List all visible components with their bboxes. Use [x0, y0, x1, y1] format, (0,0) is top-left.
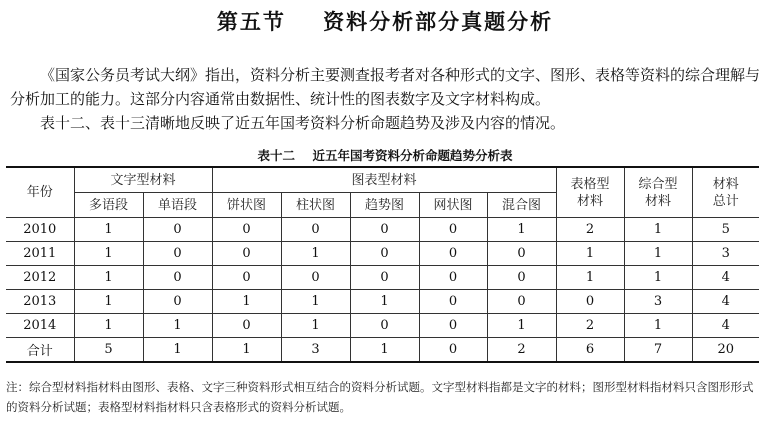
- header-bar-chart: 柱状图: [281, 193, 350, 218]
- table-cell: 0: [487, 242, 556, 266]
- table-cell: 4: [692, 290, 759, 314]
- table-cell: 1: [487, 218, 556, 242]
- table-row: [6, 242, 759, 266]
- table-cell: 2014: [6, 314, 74, 338]
- header-table-materials: 表格型材料: [556, 167, 624, 218]
- table-cell: 3: [692, 242, 759, 266]
- trend-analysis-table: [6, 166, 759, 363]
- table-cell: 1: [74, 242, 143, 266]
- table-cell: 1: [143, 338, 212, 363]
- table-caption: 表十二 近五年国考资料分析命题趋势分析表: [257, 148, 513, 163]
- table-cell: 0: [281, 218, 350, 242]
- table-row: [6, 218, 759, 242]
- header-year: 年份: [6, 167, 74, 218]
- table-cell: 0: [419, 242, 487, 266]
- table-cell: 2012: [6, 266, 74, 290]
- table-cell: 0: [350, 266, 419, 290]
- table-cell: 2011: [6, 242, 74, 266]
- table-cell: 1: [74, 314, 143, 338]
- table-cell: 1: [281, 242, 350, 266]
- intro-paragraph: 《国家公务员考试大纲》指出，资料分析主要测查报考者对各种形式的文字、图形、表格等资料的综合理解与分析加工的能力。这部分内容通常由数据性、统计性的图表数字及文字材料构成。: [10, 66, 761, 108]
- table-cell: 2010: [6, 218, 74, 242]
- table-cell: 1: [350, 338, 419, 363]
- table-cell: 4: [692, 314, 759, 338]
- table-cell: 0: [419, 314, 487, 338]
- table-cell: 0: [350, 314, 419, 338]
- table-cell: 1: [624, 266, 692, 290]
- table-cell: 4: [692, 266, 759, 290]
- table-cell: 0: [212, 218, 281, 242]
- header-mixed-chart: 混合图: [487, 193, 556, 218]
- table-cell: 合计: [6, 338, 74, 363]
- table-cell: 1: [624, 314, 692, 338]
- table-footnote: 注：综合型材料指材料由图形、表格、文字三种资料形式相互结合的资料分析试题。文字型材料指都是文字的材料；图形型材料指材料只含图形形式的资料分析试题；表格型材料指材料只含表格形式的资料分析试题。: [6, 380, 754, 414]
- header-multi-paragraph: 多语段: [74, 193, 143, 218]
- table-cell: 1: [350, 290, 419, 314]
- table-cell: 6: [556, 338, 624, 363]
- header-materials-total: 材料总计: [692, 167, 759, 218]
- table-cell: 1: [281, 290, 350, 314]
- table-row: [6, 290, 759, 314]
- table-cell: 2: [487, 338, 556, 363]
- table-cell: 2: [556, 314, 624, 338]
- table-cell: 7: [624, 338, 692, 363]
- header-combined-materials: 综合型材料: [624, 167, 692, 218]
- table-cell: 1: [212, 290, 281, 314]
- table-cell: 0: [212, 314, 281, 338]
- table-cell: 1: [74, 218, 143, 242]
- section-title: 第五节 资料分析部分真题分析: [216, 9, 554, 34]
- table-cell: 1: [212, 338, 281, 363]
- table-cell: 0: [350, 218, 419, 242]
- header-pie-chart: 饼状图: [212, 193, 281, 218]
- header-net-chart: 网状图: [419, 193, 487, 218]
- table-cell: 1: [74, 266, 143, 290]
- table-row: [6, 314, 759, 338]
- table-header-row-1: [6, 167, 759, 193]
- table-cell: 0: [419, 266, 487, 290]
- table-total-row: [6, 338, 759, 363]
- table-cell: 0: [556, 290, 624, 314]
- table-cell: 20: [692, 338, 759, 363]
- table-cell: 1: [624, 242, 692, 266]
- table-cell: 3: [281, 338, 350, 363]
- table-cell: 1: [556, 242, 624, 266]
- table-cell: 0: [487, 266, 556, 290]
- table-cell: 5: [692, 218, 759, 242]
- table-cell: 0: [281, 266, 350, 290]
- table-cell: 1: [624, 218, 692, 242]
- table-cell: 0: [487, 290, 556, 314]
- header-chart-materials: 图表型材料: [212, 167, 556, 193]
- table-cell: 3: [624, 290, 692, 314]
- table-cell: 2: [556, 218, 624, 242]
- table-cell: 1: [143, 314, 212, 338]
- table-cell: 2013: [6, 290, 74, 314]
- header-trend-chart: 趋势图: [350, 193, 419, 218]
- table-cell: 1: [556, 266, 624, 290]
- table-cell: 0: [212, 242, 281, 266]
- table-reference-paragraph: 表十二、表十三清晰地反映了近五年国考资料分析命题趋势及涉及内容的情况。: [40, 114, 566, 132]
- table-cell: 0: [143, 266, 212, 290]
- table-row: [6, 266, 759, 290]
- table-cell: 0: [212, 266, 281, 290]
- table-cell: 0: [419, 338, 487, 363]
- table-cell: 5: [74, 338, 143, 363]
- header-single-paragraph: 单语段: [143, 193, 212, 218]
- table-cell: 0: [419, 218, 487, 242]
- header-text-materials: 文字型材料: [74, 167, 212, 193]
- table-cell: 0: [350, 242, 419, 266]
- table-cell: 1: [487, 314, 556, 338]
- table-cell: 1: [281, 314, 350, 338]
- table-cell: 0: [143, 290, 212, 314]
- table-cell: 0: [143, 218, 212, 242]
- table-cell: 1: [74, 290, 143, 314]
- table-cell: 0: [419, 290, 487, 314]
- table-cell: 0: [143, 242, 212, 266]
